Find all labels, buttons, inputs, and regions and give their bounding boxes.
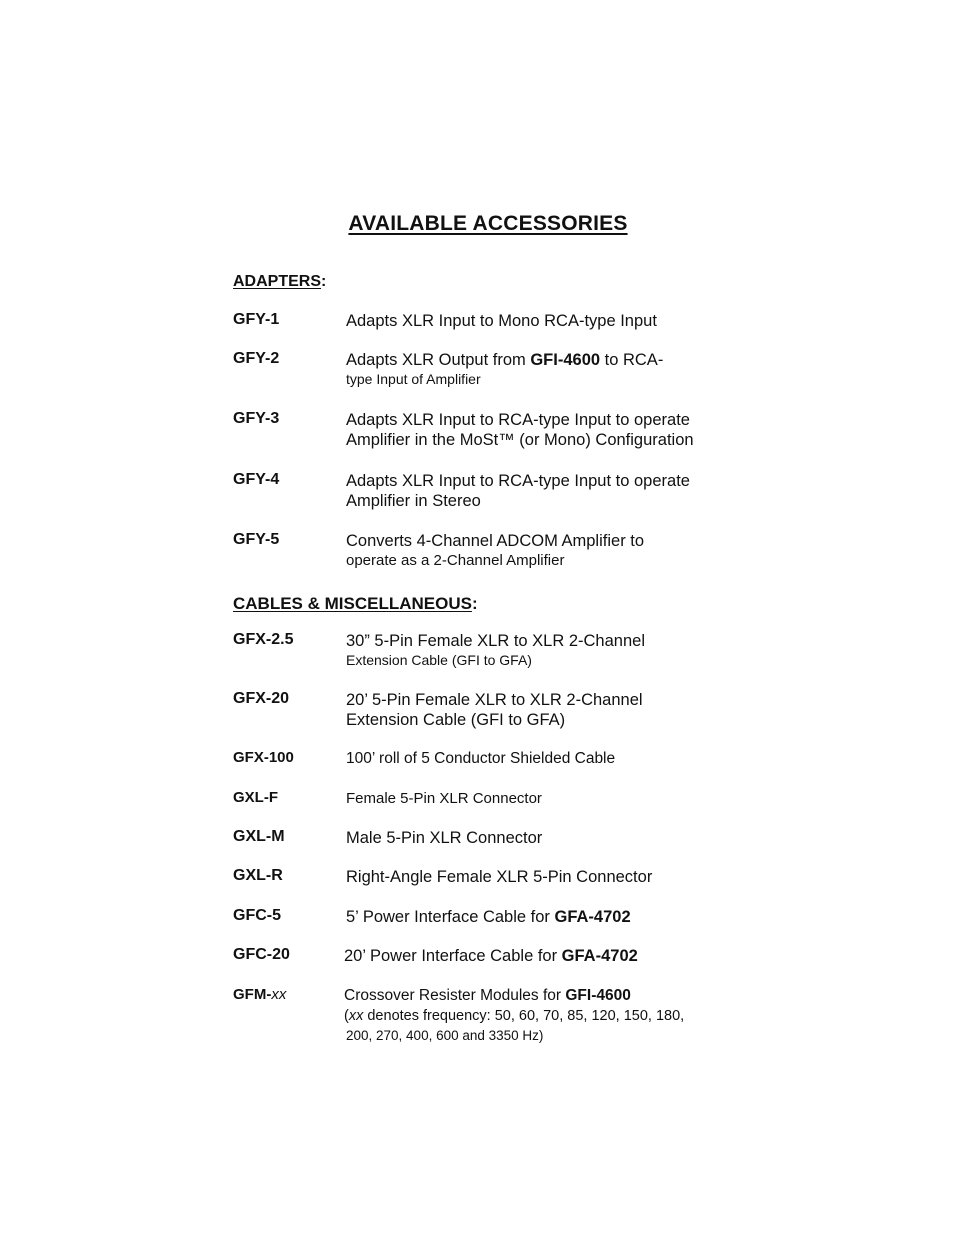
item-description-line: type Input of Amplifier bbox=[346, 371, 481, 387]
item-description bbox=[346, 789, 736, 809]
item-code: GXL-M bbox=[233, 828, 285, 845]
page-title: AVAILABLE ACCESSORIES bbox=[348, 212, 628, 235]
item-description-line: 20’ Power Interface Cable for bbox=[344, 947, 562, 965]
item-description-variable: xx bbox=[348, 1008, 364, 1024]
item-description-line: 30” 5-Pin Female XLR to XLR 2-Channel bbox=[346, 632, 645, 650]
item-description bbox=[346, 690, 736, 730]
item-description bbox=[346, 907, 736, 927]
item-description bbox=[346, 471, 736, 511]
list-item bbox=[233, 531, 733, 581]
item-code: GFC-20 bbox=[233, 946, 290, 963]
item-description-line: Adapts XLR Input to Mono RCA-type Input bbox=[346, 312, 657, 330]
list-item bbox=[233, 471, 733, 521]
item-code: GFY-2 bbox=[233, 350, 280, 367]
item-code bbox=[233, 986, 286, 1003]
model-name: GFA-4702 bbox=[561, 947, 638, 965]
item-description-line: Extension Cable (GFI to GFA) bbox=[346, 652, 532, 668]
item-code: GFY-5 bbox=[233, 531, 280, 548]
item-code: GXL-R bbox=[233, 867, 283, 884]
item-description-line bbox=[344, 1007, 734, 1026]
item-description-line: 200, 270, 400, 600 and 3350 Hz) bbox=[346, 1028, 544, 1043]
item-description-line: Adapts XLR Input to RCA-type Input to operate bbox=[346, 472, 690, 490]
item-description bbox=[346, 631, 736, 670]
item-description-line: Adapts XLR Input to RCA-type Input to operate bbox=[346, 411, 690, 429]
item-description bbox=[346, 749, 736, 769]
item-description bbox=[346, 350, 736, 389]
item-description bbox=[346, 828, 736, 848]
adapters-heading: ADAPTERS: bbox=[233, 273, 327, 290]
item-description bbox=[346, 531, 736, 570]
list-item bbox=[233, 631, 733, 681]
item-code: GFX-2.5 bbox=[233, 631, 294, 648]
cables-heading-label: CABLES & MISCELLANEOUS bbox=[233, 594, 472, 613]
model-name: GFI-4600 bbox=[565, 987, 631, 1004]
item-description bbox=[344, 946, 734, 966]
list-item bbox=[233, 986, 733, 1056]
item-code: GFX-20 bbox=[233, 690, 290, 707]
paren-open: ( bbox=[344, 1008, 349, 1024]
item-code-variable: xx bbox=[271, 986, 287, 1003]
item-description-line: Adapts XLR Output from bbox=[346, 351, 531, 369]
item-description bbox=[346, 867, 736, 887]
item-description-line: Female 5-Pin XLR Connector bbox=[346, 790, 542, 807]
item-code: GFC-5 bbox=[233, 907, 281, 924]
adapters-heading-label: ADAPTERS bbox=[233, 273, 322, 290]
item-description-line: 20’ 5-Pin Female XLR to XLR 2-Channel bbox=[346, 691, 643, 709]
model-name: GFA-4702 bbox=[554, 908, 631, 926]
cables-heading: CABLES & MISCELLANEOUS: bbox=[233, 594, 478, 613]
item-description bbox=[346, 311, 736, 331]
item-description-line: operate as a 2-Channel Amplifier bbox=[346, 552, 565, 569]
item-description-line: Right-Angle Female XLR 5-Pin Connector bbox=[346, 868, 653, 886]
item-description-line: Extension Cable (GFI to GFA) bbox=[346, 711, 566, 729]
item-code: GFY-4 bbox=[233, 471, 280, 488]
item-description-line: 100’ roll of 5 Conductor Shielded Cable bbox=[346, 750, 616, 767]
item-description-line: Crossover Resister Modules for bbox=[344, 987, 566, 1004]
item-description-line: 5’ Power Interface Cable for bbox=[346, 908, 555, 926]
item-code: GFX-100 bbox=[233, 749, 294, 766]
list-item bbox=[233, 410, 733, 460]
item-description-line: Amplifier in the MoSt™ (or Mono) Configuration bbox=[346, 431, 694, 449]
item-description bbox=[344, 986, 734, 1045]
item-description-line: Male 5-Pin XLR Connector bbox=[346, 829, 543, 847]
item-description-line: to RCA- bbox=[600, 351, 664, 369]
item-code: GFY-3 bbox=[233, 410, 280, 427]
item-code: GFY-1 bbox=[233, 311, 280, 328]
item-description-line: Amplifier in Stereo bbox=[346, 492, 481, 510]
item-description bbox=[346, 410, 736, 450]
item-code: GXL-F bbox=[233, 789, 278, 806]
item-code-prefix: GFM- bbox=[233, 986, 272, 1003]
item-description-text: denotes frequency: 50, 60, 70, 85, 120, 150, 180, bbox=[363, 1008, 685, 1024]
item-description-line: Converts 4-Channel ADCOM Amplifier to bbox=[346, 532, 645, 550]
list-item bbox=[233, 690, 733, 740]
model-name: GFI-4600 bbox=[530, 351, 601, 369]
list-item bbox=[233, 350, 733, 400]
